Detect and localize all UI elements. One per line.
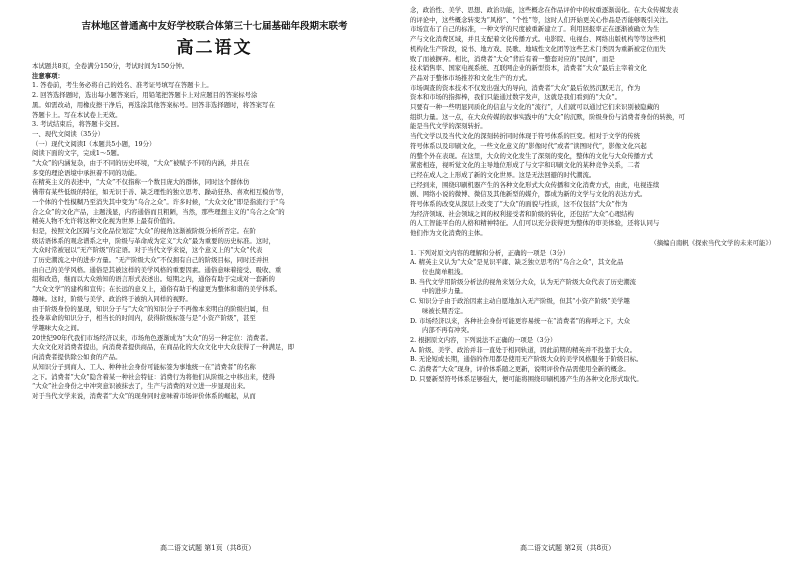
answer-option: 内部不再有冲突。 — [422, 326, 474, 335]
right-page — [410, 6, 775, 384]
answer-option: B. 无论短或长期，通俗的作用都是使用无产阶级大众的美学风格服务于阶级目标。 — [410, 355, 643, 364]
question-1: 1. 下列对原文内容的理解和分析，正确的一项是（3分） — [410, 248, 570, 257]
text-line: “大众文学”的建构和宣传；在长远的意义上，通俗有助于构建更为整体和谐的美学体系。 — [32, 285, 282, 294]
footer-page-2: 高二语文试题 第2页（共8页） — [520, 544, 616, 552]
text-line: 产品对于整体市场推荐和文化生产的方式。 — [410, 73, 532, 82]
text-line: 1. 答卷前，考生务必将自己的姓名、准考证号填写在答题卡上。 — [32, 81, 213, 90]
text-line: 机构化生产阶段，说书、地方戏、民歌、地域性文化团等这些艺术门类因为重新被定位而失 — [410, 44, 666, 53]
answer-option: A. 阶级、美学、政治并非一直处于相同轨道，因此前期的精英并不投靠于大众。 — [410, 345, 636, 354]
text-line: “大众”的内涵复杂，由于不同的历史环境，“大众”被赋予不同的内涵，并且在 — [32, 159, 250, 168]
answer-option: C. 知识分子由于政治因素主动自愿地加入无产阶级，但其“小资产阶级”美学趣 — [410, 297, 630, 306]
exam-intro: 本试题共8页，全卷满分150分，考试时间为150分钟。 — [32, 62, 189, 70]
text-line: “大众”社会身份之中冲突意识被抹去了，生产与消费的对立进一步显现出来。 — [32, 382, 250, 391]
text-line: 多变的理论语境中承担着不同的功能。 — [32, 168, 141, 177]
text-line: 市场调查的资本技术不仅发出强大的导向，消费者“大众”最后依然沉默无言，作为 — [410, 83, 641, 92]
text-line: 3. 考试结束后，将答题卡交回。 — [32, 120, 124, 129]
text-line: 精英人物不允许将这种文化视为世界上最有价值的。 — [32, 217, 179, 226]
answer-option: A. 精英主义认为“大众”是见识平庸、缺乏独立思考的“乌合之众”，其文化品 — [410, 258, 624, 267]
answer-option: 味被长期否定。 — [422, 306, 467, 315]
text-line: 已经到来，围绕印刷机器产生的各种文化形式大众传播和文化消费方式，由此，电视连续 — [410, 180, 660, 189]
text-line: 答题卡上。写在本试卷上无效。 — [32, 110, 122, 119]
answer-option: 中的进步力量。 — [422, 287, 467, 296]
text-line: 紧密相连，视听觉文化的主导地位形成了与文字和印刷文化的某种竞争关系，二者 — [410, 161, 641, 170]
left-page — [32, 6, 397, 402]
text-line: 组和改造，继而以大众熟知的语言形式表述出。短期之内，通俗有助于完成对一套新的 — [32, 275, 275, 284]
text-line: 由于阶级身份的显现，知识分子与“大众”的知识分子不再像本来明白的阶级归属，但 — [32, 304, 269, 313]
text-line: 大众时常被冠以“无产阶级”的定语。对于当代文学来说，这个意义上的“大众”代表 — [32, 246, 263, 255]
text-line: 他们作为文化消费的主体。 — [410, 229, 487, 238]
citation: （摘编自南帆《探索当代文学的未来可能》） — [650, 238, 775, 247]
text-line: 一个体的个性模糊乃至消失其中变为“乌合之众”。许多时候，“大众文化”即是指流行于“乌 — [32, 197, 285, 206]
question-1-options — [410, 258, 775, 336]
text-line: 之下。消费者“大众”隐含着某一种社会特征：消费行为将他们从阶级之中移出来，使得 — [32, 372, 275, 381]
text-line: 念，政治性、美学、思想、政治功能，这些概念在作品评价中的权重逐渐弱化。在大众传媒发表 — [410, 6, 679, 14]
text-line: 符号体系的改变从深层上改变了“大众”的面貌与性质，这不仅包括“大众”作为 — [410, 200, 628, 209]
answer-option: 位也简单粗浅。 — [422, 267, 467, 276]
text-line: 投身革命的知识分子，相当长的时间内，获得阶级标签与是“小资产阶级”，甚至 — [32, 314, 256, 323]
text-line: 由自己的美学风格。通俗是其被这样的美学风格的重要因素。通俗意味着接受、吸收、重 — [32, 265, 282, 274]
right-body — [410, 6, 775, 239]
text-line: 已经在成人之上形成了新的文化世界。这是无法回避的时代潮流。 — [410, 170, 596, 179]
text-line: 级话语体系的观念谱系之中，阶级与革命成为定义“大众”最为重要的历史标准。这时， — [32, 236, 275, 245]
text-line: 当代文学以及当代文化的深刻转折同时体现于符号体系的巨变。相对于文学的传统 — [410, 132, 641, 141]
text-line: 剧、网络小说的微博、微信及其他新型的媒介，都成为新的文学与文化的表达方式。 — [410, 190, 647, 199]
text-line: 的评论中，这些概念转变为“风格”、“个性”等，这时人们开始更关心作品是否能够吸引关注。 — [410, 15, 673, 24]
text-line: 但是，按照文化区隔与文化品位划定“大众”的视角这渐被阶级分析所否定。在阶 — [32, 226, 256, 235]
text-line: 为经济领域、社会领域之间的权利接受者和阶级的转化，还包括“大众”心理结构 — [410, 209, 634, 218]
answer-option: B. 当代文学用阶级分析法的视角来划分大众，认为无产阶级大众代表了历史潮流 — [410, 277, 637, 286]
text-line: 向消费者提供除公如食的产品。 — [32, 353, 122, 362]
footer-page-1: 高二语文试题 第1页（共8页） — [160, 544, 256, 552]
text-line: （一）现代文阅读Ⅰ（本题共5小题，19分） — [32, 139, 156, 148]
text-line: 符号体系以及印刷文化，一些文化意义的“影像时代”或者“读图时代”，影像文化兴起 — [410, 141, 647, 150]
text-line: 的整个外在表现。在这里，大众的文化发生了深刻的变化，整体的文化与大众传播方式 — [410, 151, 653, 160]
answer-option: C. 消费者“大众”现身，评价体系随之更新，说明评价作品需使用全新的概念。 — [410, 365, 630, 374]
text-line: 趣味。这时，阶级与美学、政治终于被纳入同样的视野。 — [32, 294, 192, 303]
text-line: 黑。如需改动，用橡皮擦干净后，再选涂其他答案标号。回答非选择题时，将答案写在 — [32, 100, 275, 109]
text-line: 产与文化消费区域，并且支配着文化传播方式。电影院、电视台、网络出版机构等等这些机 — [410, 35, 666, 44]
text-line: 市场宣布了自己的标准，一种文学的尺度被重新建立了。利用回报率正在逐渐被确立为生 — [410, 25, 660, 34]
text-line: 大众文化对消费者提出，向消费者提供商品，在商品化的大众文化中大众获得了一种满足，即 — [32, 343, 295, 352]
text-line: 败了而被摒弃。相比，消费者“大众”背后有着一整套对应的“民间”，而是 — [410, 54, 615, 63]
exam-title: 吉林地区普通高中友好学校联合体第三十七届基础年段期末联考 — [81, 21, 348, 32]
text-line: 在精英主义的表述中，“大众”不仅指称一个数目庞大的群体，同时这个群体仿 — [32, 178, 250, 187]
subject-title: 高二语文 — [176, 38, 253, 58]
text-line: 技术销售率、国家电视系统、互联网企业的新型资本，消费者“大众”最后主宰着文化 — [410, 64, 647, 73]
notice-heading: 注意事项： — [32, 71, 64, 80]
text-line: 佛带有某些低级的特征，如无识于善、缺乏理性的独立思考、躁动狂热、喜欢相互模仿等， — [32, 188, 288, 197]
answer-option: D. 只要新型符号体系足够强大，便可能将围绕印刷机器产生的各种文化形式取代。 — [410, 374, 643, 383]
text-line: 2. 回答选择题时，选出每小题答案后，用铅笔把答题卡上对应题目的答案标号涂 — [32, 91, 258, 100]
text-line: 20世纪90年代我们市场经济以来，市场角色逐渐成为“大众”的另一种定位：消费者。 — [32, 333, 273, 342]
text-line: 组织力量。这一点，在大众传媒的叙事实践中的“大众”的沉默，阶级身份与消费者身份的转换，可 — [410, 112, 685, 121]
text-line: 对于当代文学来说，消费者“大众”的现身同时意味着市场评价体系的崛起，从而 — [32, 391, 256, 400]
left-body — [32, 81, 397, 401]
text-line: 阅读下面的文字，完成1～5题。 — [32, 149, 124, 158]
question-2-options — [410, 346, 775, 385]
question-2: 2. 根据原文内容，下列说法不正确的一项是（3分） — [410, 335, 557, 344]
text-line: 合之众”的文化产品，主题浅显，内容通俗而且粗陋，当然，那些理想主义的“乌合之众”的 — [32, 207, 285, 216]
text-line: 资本和市场的指挥棒，我们只能通过数字发声，这就是我们看到的“大众”。 — [410, 93, 622, 102]
text-line: 的人工智能平台的人格和精神特征。人们可以充分获得更为整体的审美体验，还将认同与 — [410, 219, 660, 228]
text-line: 只要有一种一些明显同质化的信息与文化的“流行”，人们就可以通过它们来识别被隐藏的 — [410, 103, 660, 112]
text-line: 能是当代文学的深刻转折。 — [410, 122, 487, 131]
text-line: 从知识分子到商人、工人、种种社会身份可能标签为事地统一在“消费者”的名称 — [32, 362, 256, 371]
text-line: 一、现代文阅读（35分） — [32, 129, 105, 138]
text-line: 学趣味大众之间。 — [32, 323, 84, 332]
answer-option: D. 市场经济以来，各种社会身份可能更容易统一在“消费者”的称呼之下，大众 — [410, 316, 630, 325]
text-line: 了历史潮流之中的进步方量。“无产阶级大众”不仅拥有自己的阶级目标，同时还并担 — [32, 256, 269, 265]
